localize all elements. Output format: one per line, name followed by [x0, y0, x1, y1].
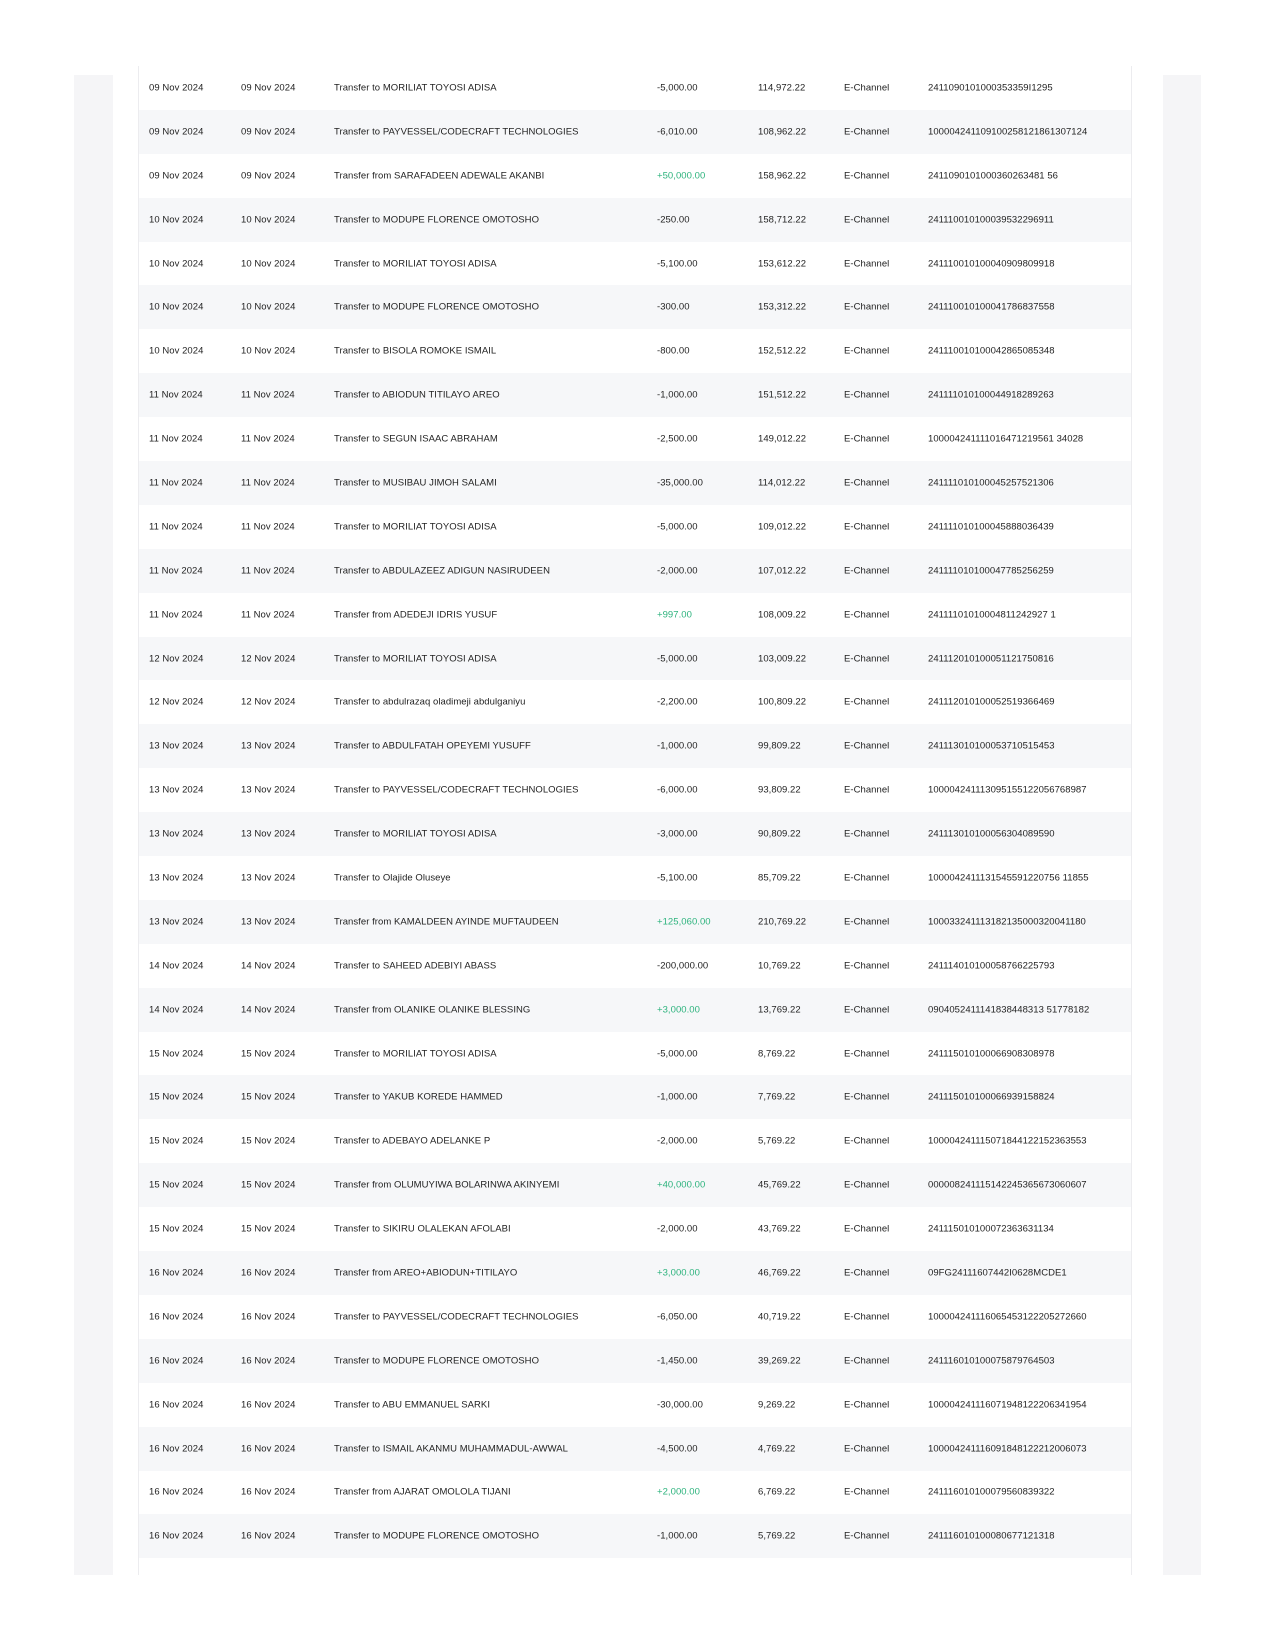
value-date: 10 Nov 2024: [241, 214, 296, 226]
transaction-description: Transfer to ISMAIL AKANMU MUHAMMADUL-AWWAL: [334, 1443, 569, 1455]
transaction-channel: E-Channel: [844, 433, 890, 445]
transaction-description: Transfer from AJARAT OMOLOLA TIJANI: [334, 1486, 511, 1498]
transaction-date: 10 Nov 2024: [149, 345, 204, 357]
transaction-reference: 241116010100080677121318: [928, 1530, 1055, 1542]
running-balance: 13,769.22: [758, 1004, 801, 1016]
transaction-description: Transfer to MORILIAT TOYOSI ADISA: [334, 258, 497, 269]
transaction-amount: -3,000.00: [657, 828, 698, 840]
table-row: [139, 1207, 1131, 1251]
running-balance: 4,769.22: [758, 1443, 796, 1455]
table-row: [139, 1383, 1131, 1427]
transaction-date: 13 Nov 2024: [149, 784, 204, 796]
transaction-reference: 100004241116065453122205272660: [928, 1311, 1087, 1323]
transaction-amount: -2,000.00: [657, 1135, 698, 1147]
transaction-reference: 241115010100072363631134: [928, 1223, 1054, 1235]
transaction-description: Transfer to MODUPE FLORENCE OMOTOSHO: [334, 214, 540, 226]
transaction-date: 15 Nov 2024: [149, 1048, 204, 1060]
transaction-reference: 241110010100040909809918: [928, 258, 1055, 269]
transaction-date: 15 Nov 2024: [149, 1179, 204, 1191]
transaction-date: 09 Nov 2024: [149, 82, 204, 94]
table-row: [139, 900, 1131, 944]
transaction-amount: -6,050.00: [657, 1311, 698, 1323]
running-balance: 93,809.22: [758, 784, 801, 796]
table-row: [139, 1251, 1131, 1295]
transaction-reference: 24111101010004811242927 1: [928, 609, 1056, 621]
table-row: [139, 988, 1131, 1032]
transaction-channel: E-Channel: [844, 301, 890, 313]
transaction-amount: -2,000.00: [657, 1223, 698, 1235]
value-date: 14 Nov 2024: [241, 960, 296, 972]
transaction-description: Transfer to BISOLA ROMOKE ISMAIL: [334, 345, 497, 357]
transaction-description: Transfer to ABDULFATAH OPEYEMI YUSUFF: [334, 740, 531, 752]
running-balance: 7,769.22: [758, 1091, 796, 1103]
running-balance: 108,009.22: [758, 609, 807, 621]
value-date: 16 Nov 2024: [241, 1399, 296, 1411]
table-row: [139, 285, 1131, 329]
running-balance: 109,012.22: [758, 521, 807, 533]
transaction-amount: -1,450.00: [657, 1355, 698, 1367]
value-date: 10 Nov 2024: [241, 345, 296, 357]
transaction-channel: E-Channel: [844, 345, 890, 357]
transaction-channel: E-Channel: [844, 126, 890, 138]
value-date: 12 Nov 2024: [241, 696, 296, 708]
transaction-amount: +50,000.00: [657, 170, 706, 182]
transaction-amount: -5,000.00: [657, 653, 698, 665]
transaction-date: 11 Nov 2024: [149, 433, 203, 445]
transaction-date: 13 Nov 2024: [149, 740, 204, 752]
transaction-channel: E-Channel: [844, 696, 890, 708]
value-date: 15 Nov 2024: [241, 1223, 296, 1235]
table-row: [139, 373, 1131, 417]
transaction-channel: E-Channel: [844, 740, 890, 752]
transaction-date: 15 Nov 2024: [149, 1223, 204, 1235]
running-balance: 9,269.22: [758, 1399, 796, 1411]
transaction-amount: +997.00: [657, 609, 692, 621]
running-balance: 103,009.22: [758, 653, 807, 665]
transaction-date: 11 Nov 2024: [149, 521, 203, 533]
transaction-channel: E-Channel: [844, 1091, 890, 1103]
transaction-channel: E-Channel: [844, 1530, 890, 1542]
transaction-description: Transfer to PAYVESSEL/CODECRAFT TECHNOLOGIES: [334, 784, 579, 796]
value-date: 13 Nov 2024: [241, 740, 296, 752]
transaction-channel: E-Channel: [844, 1443, 890, 1455]
transaction-date: 16 Nov 2024: [149, 1267, 204, 1279]
table-row: [139, 417, 1131, 461]
table-row: [139, 461, 1131, 505]
transaction-description: Transfer to Olajide Oluseye: [334, 872, 451, 884]
value-date: 09 Nov 2024: [241, 126, 296, 138]
transaction-date: 14 Nov 2024: [149, 1004, 204, 1016]
transaction-channel: E-Channel: [844, 916, 890, 928]
transaction-amount: +125,060.00: [657, 916, 711, 928]
running-balance: 151,512.22: [758, 389, 807, 401]
table-row: [139, 1339, 1131, 1383]
transaction-date: 15 Nov 2024: [149, 1091, 204, 1103]
transaction-reference: 241113010100053710515453: [928, 740, 1055, 752]
table-row: [139, 1427, 1131, 1471]
transaction-amount: -6,000.00: [657, 784, 698, 796]
transaction-reference: 000008241115142245365673060607: [928, 1179, 1087, 1191]
transaction-reference: 100004241113095155122056768987: [928, 784, 1087, 796]
table-row: [139, 637, 1131, 681]
transaction-description: Transfer from ADEDEJI IDRIS YUSUF: [334, 609, 498, 621]
running-balance: 210,769.22: [758, 916, 807, 928]
value-date: 11 Nov 2024: [241, 565, 295, 577]
transactions-table-body: [139, 66, 1131, 1558]
transaction-reference: 241111010100044918289263: [928, 389, 1054, 401]
transaction-channel: E-Channel: [844, 82, 890, 94]
table-row: [139, 154, 1131, 198]
transaction-date: 15 Nov 2024: [149, 1135, 204, 1147]
transaction-amount: -200,000.00: [657, 960, 709, 972]
transaction-reference: 241113010100056304089590: [928, 828, 1055, 840]
transaction-description: Transfer to MORILIAT TOYOSI ADISA: [334, 1048, 497, 1060]
transaction-channel: E-Channel: [844, 609, 890, 621]
transaction-amount: -4,500.00: [657, 1443, 698, 1455]
transaction-reference: 241114010100058766225793: [928, 960, 1055, 972]
transaction-amount: -2,000.00: [657, 565, 698, 577]
transaction-reference: 241111010100045888036439: [928, 521, 1054, 533]
transaction-description: Transfer to ADEBAYO ADELANKE P: [334, 1135, 491, 1147]
value-date: 16 Nov 2024: [241, 1311, 296, 1323]
transaction-amount: -1,000.00: [657, 740, 698, 752]
transaction-reference: 0904052411141838448313 51778182: [928, 1004, 1090, 1016]
table-row: [139, 110, 1131, 154]
transaction-channel: E-Channel: [844, 784, 890, 796]
table-row: [139, 1471, 1131, 1515]
transaction-amount: -1,000.00: [657, 389, 698, 401]
table-row: [139, 1163, 1131, 1207]
transaction-date: 11 Nov 2024: [149, 477, 203, 489]
transaction-amount: -5,100.00: [657, 258, 698, 269]
transaction-date: 16 Nov 2024: [149, 1355, 204, 1367]
value-date: 13 Nov 2024: [241, 784, 296, 796]
transaction-channel: E-Channel: [844, 477, 890, 489]
transaction-description: Transfer to ABIODUN TITILAYO AREO: [334, 389, 500, 401]
transaction-date: 10 Nov 2024: [149, 301, 204, 313]
transaction-description: Transfer to MUSIBAU JIMOH SALAMI: [334, 477, 497, 489]
transaction-description: Transfer from OLUMUYIWA BOLARINWA AKINYEMI: [334, 1179, 560, 1191]
transaction-description: Transfer to ABDULAZEEZ ADIGUN NASIRUDEEN: [334, 565, 550, 577]
transaction-reference: 241115010100066939158824: [928, 1091, 1055, 1103]
transaction-amount: +2,000.00: [657, 1486, 700, 1498]
table-row: [139, 593, 1131, 637]
transaction-description: Transfer to MORILIAT TOYOSI ADISA: [334, 653, 497, 665]
running-balance: 90,809.22: [758, 828, 801, 840]
value-date: 16 Nov 2024: [241, 1267, 296, 1279]
value-date: 13 Nov 2024: [241, 872, 296, 884]
transaction-reference: 241112010100052519366469: [928, 696, 1055, 708]
transaction-reference: 241110010100041786837558: [928, 301, 1055, 313]
table-row: [139, 856, 1131, 900]
value-date: 11 Nov 2024: [241, 521, 295, 533]
transaction-description: Transfer from KAMALDEEN AYINDE MUFTAUDEEN: [334, 916, 559, 928]
running-balance: 153,612.22: [758, 258, 807, 269]
transaction-channel: E-Channel: [844, 1004, 890, 1016]
transaction-reference: 100033241113182135000320041180: [928, 916, 1086, 928]
transaction-date: 11 Nov 2024: [149, 389, 203, 401]
transaction-date: 13 Nov 2024: [149, 828, 204, 840]
transaction-date: 16 Nov 2024: [149, 1530, 204, 1542]
transactions-table: [138, 66, 1132, 1575]
transaction-date: 11 Nov 2024: [149, 565, 203, 577]
transaction-reference: 241111010100045257521306: [928, 477, 1054, 489]
value-date: 11 Nov 2024: [241, 609, 295, 621]
transaction-date: 12 Nov 2024: [149, 696, 204, 708]
transaction-description: Transfer to MORILIAT TOYOSI ADISA: [334, 521, 497, 533]
transaction-description: Transfer to SAHEED ADEBIYI ABASS: [334, 960, 497, 972]
running-balance: 158,962.22: [758, 170, 807, 182]
transaction-amount: -1,000.00: [657, 1091, 698, 1103]
transaction-channel: E-Channel: [844, 1355, 890, 1367]
transaction-date: 09 Nov 2024: [149, 126, 204, 138]
transaction-amount: -5,000.00: [657, 521, 698, 533]
transaction-reference: 241116010100075879764503: [928, 1355, 1055, 1367]
value-date: 16 Nov 2024: [241, 1443, 296, 1455]
running-balance: 45,769.22: [758, 1179, 801, 1191]
transaction-amount: +40,000.00: [657, 1179, 706, 1191]
transaction-reference: 100004241116071948122206341954: [928, 1399, 1087, 1411]
transaction-date: 12 Nov 2024: [149, 653, 204, 665]
table-row: [139, 680, 1131, 724]
table-row: [139, 1119, 1131, 1163]
table-row: [139, 66, 1131, 110]
value-date: 15 Nov 2024: [241, 1048, 296, 1060]
value-date: 13 Nov 2024: [241, 916, 296, 928]
value-date: 10 Nov 2024: [241, 258, 296, 269]
running-balance: 10,769.22: [758, 960, 801, 972]
transaction-description: Transfer to MORILIAT TOYOSI ADISA: [334, 828, 497, 840]
transaction-reference: 09FG24111607442I0628MCDE1: [928, 1267, 1067, 1279]
transaction-channel: E-Channel: [844, 828, 890, 840]
transaction-reference: 241110010100042865085348: [928, 345, 1055, 357]
transaction-reference: 241110010100039532296911: [928, 214, 1054, 226]
value-date: 09 Nov 2024: [241, 82, 296, 94]
transaction-channel: E-Channel: [844, 1179, 890, 1191]
table-row: [139, 1032, 1131, 1076]
transaction-date: 16 Nov 2024: [149, 1443, 204, 1455]
transaction-reference: 100004241115071844122152363553: [928, 1135, 1087, 1147]
transaction-amount: -1,000.00: [657, 1530, 698, 1542]
table-row: [139, 505, 1131, 549]
transaction-description: Transfer to abdulrazaq oladimeji abdulganiyu: [334, 696, 526, 708]
running-balance: 46,769.22: [758, 1267, 801, 1279]
transaction-amount: +3,000.00: [657, 1267, 700, 1279]
running-balance: 39,269.22: [758, 1355, 801, 1367]
transaction-reference: 100004241109100258121861307124: [928, 126, 1088, 138]
value-date: 13 Nov 2024: [241, 828, 296, 840]
transaction-amount: -5,100.00: [657, 872, 698, 884]
transaction-description: Transfer to MODUPE FLORENCE OMOTOSHO: [334, 301, 540, 313]
transaction-amount: -6,010.00: [657, 126, 698, 138]
transaction-amount: -800.00: [657, 345, 690, 357]
transaction-date: 10 Nov 2024: [149, 258, 204, 269]
transaction-channel: E-Channel: [844, 1311, 890, 1323]
transaction-amount: -5,000.00: [657, 82, 698, 94]
transaction-description: Transfer to YAKUB KOREDE HAMMED: [334, 1091, 503, 1103]
transaction-description: Transfer to ABU EMMANUEL SARKI: [334, 1399, 491, 1411]
transaction-channel: E-Channel: [844, 521, 890, 533]
transaction-reference: 241111010100047785256259: [928, 565, 1054, 577]
table-row: [139, 242, 1131, 286]
running-balance: 99,809.22: [758, 740, 801, 752]
table-row: [139, 1514, 1131, 1558]
transaction-description: Transfer to SEGUN ISAAC ABRAHAM: [334, 433, 498, 445]
running-balance: 108,962.22: [758, 126, 807, 138]
transaction-reference: 241112010100051121750816: [928, 653, 1054, 665]
value-date: 16 Nov 2024: [241, 1486, 296, 1498]
running-balance: 40,719.22: [758, 1311, 801, 1323]
value-date: 09 Nov 2024: [241, 170, 296, 182]
transaction-date: 13 Nov 2024: [149, 872, 204, 884]
transaction-description: Transfer from AREO+ABIODUN+TITILAYO: [334, 1267, 518, 1279]
value-date: 11 Nov 2024: [241, 477, 295, 489]
running-balance: 107,012.22: [758, 565, 807, 577]
table-row: [139, 1075, 1131, 1119]
transaction-date: 16 Nov 2024: [149, 1399, 204, 1411]
transaction-description: Transfer from OLANIKE OLANIKE BLESSING: [334, 1004, 531, 1016]
transaction-amount: -5,000.00: [657, 1048, 698, 1060]
transaction-channel: E-Channel: [844, 389, 890, 401]
transaction-channel: E-Channel: [844, 653, 890, 665]
transaction-description: Transfer to MORILIAT TOYOSI ADISA: [334, 82, 497, 94]
transaction-amount: -300.00: [657, 301, 690, 313]
transaction-reference: 241115010100066908308978: [928, 1048, 1055, 1060]
value-date: 15 Nov 2024: [241, 1179, 296, 1191]
transaction-date: 16 Nov 2024: [149, 1486, 204, 1498]
running-balance: 8,769.22: [758, 1048, 796, 1060]
transaction-reference: 1000042411131545591220756 11855: [928, 872, 1089, 884]
value-date: 15 Nov 2024: [241, 1135, 296, 1147]
running-balance: 5,769.22: [758, 1530, 796, 1542]
transaction-description: Transfer from SARAFADEEN ADEWALE AKANBI: [334, 170, 545, 182]
table-row: [139, 198, 1131, 242]
table-row: [139, 768, 1131, 812]
table-row: [139, 944, 1131, 988]
value-date: 14 Nov 2024: [241, 1004, 296, 1016]
running-balance: 114,012.22: [758, 477, 806, 489]
transaction-channel: E-Channel: [844, 960, 890, 972]
running-balance: 6,769.22: [758, 1486, 796, 1498]
running-balance: 158,712.22: [758, 214, 807, 226]
table-row: [139, 812, 1131, 856]
value-date: 11 Nov 2024: [241, 389, 295, 401]
transaction-channel: E-Channel: [844, 1486, 890, 1498]
transaction-channel: E-Channel: [844, 170, 890, 182]
value-date: 10 Nov 2024: [241, 301, 296, 313]
running-balance: 100,809.22: [758, 696, 807, 708]
running-balance: 149,012.22: [758, 433, 807, 445]
running-balance: 114,972.22: [758, 82, 806, 94]
running-balance: 5,769.22: [758, 1135, 796, 1147]
transaction-reference: 241116010100079560839322: [928, 1486, 1055, 1498]
transaction-date: 11 Nov 2024: [149, 609, 203, 621]
transaction-channel: E-Channel: [844, 1267, 890, 1279]
running-balance: 153,312.22: [758, 301, 807, 313]
transaction-reference: 100004241111016471219561 34028: [928, 433, 1084, 445]
transaction-description: Transfer to MODUPE FLORENCE OMOTOSHO: [334, 1355, 540, 1367]
transaction-description: Transfer to SIKIRU OLALEKAN AFOLABI: [334, 1223, 511, 1235]
transaction-amount: -250.00: [657, 214, 690, 226]
transaction-amount: -35,000.00: [657, 477, 703, 489]
transaction-channel: E-Channel: [844, 565, 890, 577]
transaction-reference: 100004241116091848122212006073: [928, 1443, 1087, 1455]
transaction-description: Transfer to MODUPE FLORENCE OMOTOSHO: [334, 1530, 540, 1542]
transaction-channel: E-Channel: [844, 1223, 890, 1235]
transaction-date: 09 Nov 2024: [149, 170, 204, 182]
running-balance: 85,709.22: [758, 872, 801, 884]
transaction-channel: E-Channel: [844, 1135, 890, 1147]
transaction-reference: 2411090101000360263481 56: [928, 170, 1058, 182]
transaction-reference: 2411090101000353359I1295: [928, 82, 1053, 94]
running-balance: 43,769.22: [758, 1223, 801, 1235]
transaction-amount: -30,000.00: [657, 1399, 703, 1411]
value-date: 12 Nov 2024: [241, 653, 296, 665]
value-date: 11 Nov 2024: [241, 433, 295, 445]
table-row: [139, 549, 1131, 593]
table-row: [139, 724, 1131, 768]
transaction-channel: E-Channel: [844, 258, 890, 269]
table-row: [139, 1295, 1131, 1339]
transaction-description: Transfer to PAYVESSEL/CODECRAFT TECHNOLOGIES: [334, 1311, 579, 1323]
value-date: 16 Nov 2024: [241, 1530, 296, 1542]
transaction-date: 14 Nov 2024: [149, 960, 204, 972]
transaction-date: 10 Nov 2024: [149, 214, 204, 226]
value-date: 16 Nov 2024: [241, 1355, 296, 1367]
transaction-channel: E-Channel: [844, 1048, 890, 1060]
value-date: 15 Nov 2024: [241, 1091, 296, 1103]
transaction-date: 16 Nov 2024: [149, 1311, 204, 1323]
transaction-description: Transfer to PAYVESSEL/CODECRAFT TECHNOLOGIES: [334, 126, 579, 138]
transaction-channel: E-Channel: [844, 872, 890, 884]
table-row: [139, 329, 1131, 373]
transaction-amount: -2,500.00: [657, 433, 698, 445]
transaction-amount: +3,000.00: [657, 1004, 700, 1016]
transaction-channel: E-Channel: [844, 1399, 890, 1411]
transaction-date: 13 Nov 2024: [149, 916, 204, 928]
transaction-amount: -2,200.00: [657, 696, 698, 708]
running-balance: 152,512.22: [758, 345, 807, 357]
transaction-channel: E-Channel: [844, 214, 890, 226]
